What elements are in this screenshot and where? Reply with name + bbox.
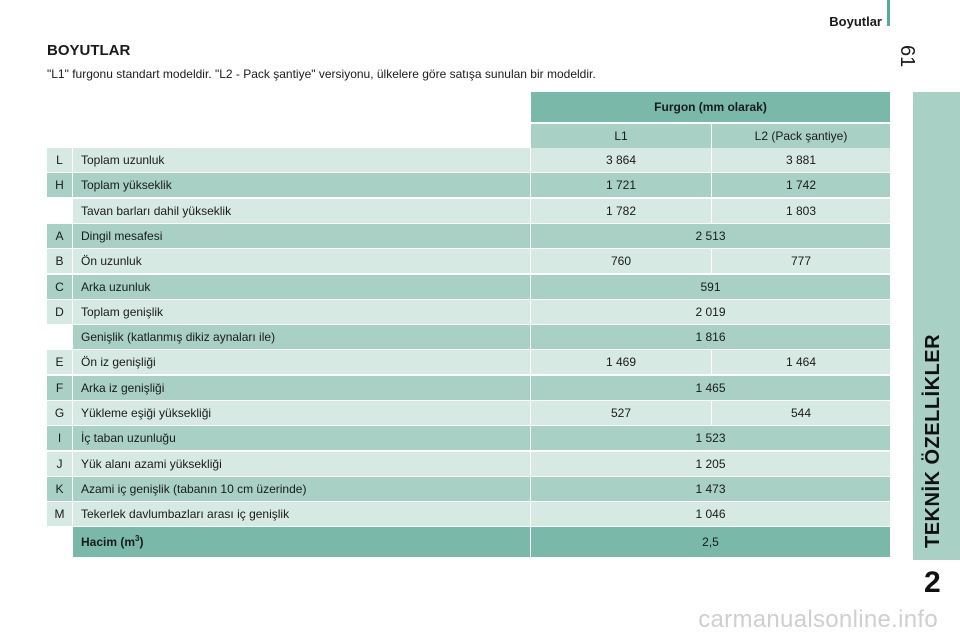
- row-label: Azami iç genişlik (tabanın 10 cm üzerinde): [73, 477, 530, 501]
- table-row: [47, 401, 890, 425]
- row-label: Toplam genişlik: [73, 300, 530, 324]
- row-label: Ön uzunluk: [73, 249, 530, 273]
- row-value: 1 205: [531, 452, 890, 476]
- row-value-l2: 1 803: [712, 199, 890, 223]
- row-label: Dingil mesafesi: [73, 224, 530, 248]
- row-code: A: [47, 224, 72, 248]
- table-row: [47, 502, 890, 526]
- row-label: Tavan barları dahil yükseklik: [73, 199, 530, 223]
- table-row: [47, 376, 890, 400]
- row-value: 1 523: [531, 426, 890, 450]
- row-value: 2 019: [531, 300, 890, 324]
- volume-value: 2,5: [531, 527, 890, 557]
- page-subtitle: "L1" furgonu standart modeldir. "L2 - Pack şantiye" versiyonu, ülkelere göre satışa sunulan bir modeldir.: [47, 67, 596, 81]
- row-value-l2: 544: [712, 401, 890, 425]
- row-value: 1 816: [531, 325, 890, 349]
- row-code: C: [47, 275, 72, 299]
- table-row: [47, 249, 890, 273]
- row-label: Ön iz genişliği: [73, 350, 530, 374]
- row-value-l2: 3 881: [712, 148, 890, 172]
- table-row: [47, 325, 890, 349]
- row-code: L: [47, 148, 72, 172]
- row-value-l2: 1 742: [712, 173, 890, 197]
- row-value-l1: 1 782: [531, 199, 711, 223]
- row-code: I: [47, 426, 72, 450]
- row-label: Tekerlek davlumbazları arası iç genişlik: [73, 502, 530, 526]
- volume-label: Hacim $(m^3)$: [73, 527, 530, 557]
- row-code: J: [47, 452, 72, 476]
- table-row: [47, 148, 890, 172]
- section-title: Boyutlar: [829, 14, 882, 29]
- row-value-l1: 3 864: [531, 148, 711, 172]
- row-value-l2: 777: [712, 249, 890, 273]
- row-value: 1 046: [531, 502, 890, 526]
- row-code: H: [47, 173, 72, 197]
- row-code: G: [47, 401, 72, 425]
- table-row: [47, 224, 890, 248]
- watermark: carmanualsonline.info: [698, 606, 938, 633]
- row-label: Toplam uzunluk: [73, 148, 530, 172]
- row-value-l1: 1 469: [531, 350, 711, 374]
- page-title: BOYUTLAR: [47, 42, 131, 59]
- table-row: [47, 426, 890, 450]
- row-label: Arka iz genişliği: [73, 376, 530, 400]
- row-label: Arka uzunluk: [73, 275, 530, 299]
- row-value: 1 473: [531, 477, 890, 501]
- row-code: [47, 325, 72, 349]
- header-divider: [887, 0, 890, 26]
- table-row: [47, 199, 890, 223]
- row-code: B: [47, 249, 72, 273]
- table-row: [47, 477, 890, 501]
- row-value-l1: 760: [531, 249, 711, 273]
- row-code: M: [47, 502, 72, 526]
- table-row: [47, 350, 890, 374]
- table-row: [47, 275, 890, 299]
- row-value-l1: 1 721: [531, 173, 711, 197]
- row-value-l1: 527: [531, 401, 711, 425]
- row-label: Yük alanı azami yüksekliği: [73, 452, 530, 476]
- table-row: [47, 300, 890, 324]
- table-row: [47, 173, 890, 197]
- row-value: 591: [531, 275, 890, 299]
- row-code: F: [47, 376, 72, 400]
- row-label: Toplam yükseklik: [73, 173, 530, 197]
- column-header-l2: L2 (Pack şantiye): [712, 124, 890, 148]
- column-header-l1: L1: [531, 124, 711, 148]
- row-code: K: [47, 477, 72, 501]
- row-code: D: [47, 300, 72, 324]
- row-code: E: [47, 350, 72, 374]
- row-value: 2 513: [531, 224, 890, 248]
- row-label: Genişlik (katlanmış dikiz aynaları ile): [73, 325, 530, 349]
- chapter-number: 2: [924, 566, 941, 599]
- table-row: [47, 452, 890, 476]
- table-group-header: Furgon (mm olarak): [531, 92, 890, 122]
- row-label: Yükleme eşiği yüksekliği: [73, 401, 530, 425]
- row-label: İç taban uzunluğu: [73, 426, 530, 450]
- row-value-l2: 1 464: [712, 350, 890, 374]
- page-number: 61: [896, 45, 918, 68]
- chapter-title: TEKNİK ÖZELLİKLER: [922, 333, 944, 548]
- row-code: [47, 199, 72, 223]
- row-value: 1 465: [531, 376, 890, 400]
